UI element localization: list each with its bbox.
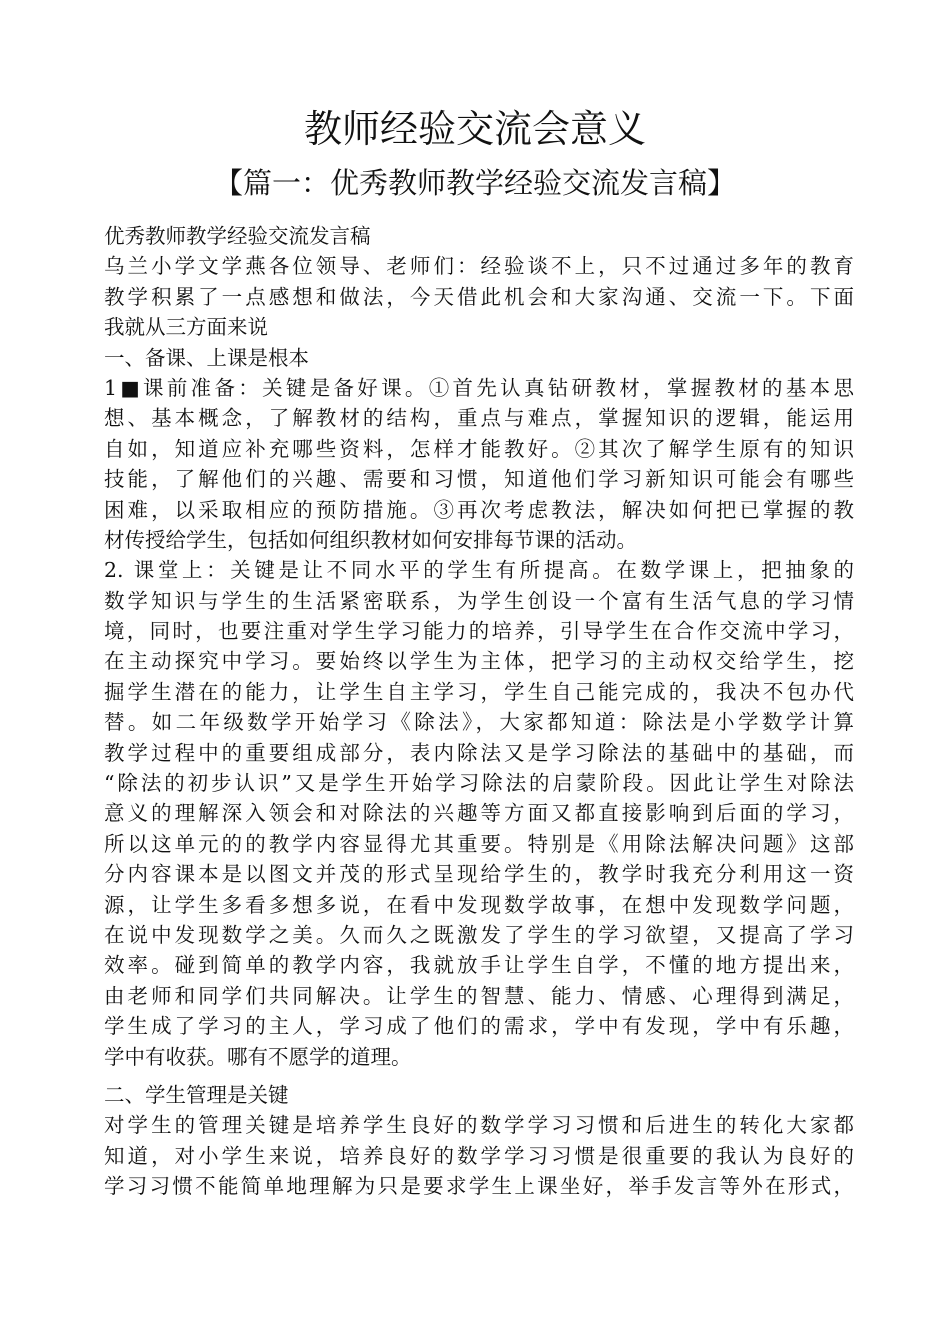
text-line: 教学过程中的重要组成部分，表内除法又是学习除法的基础中的基础，而: [104, 740, 854, 765]
document-subtitle: 【篇一：优秀教师教学经验交流发言稿】: [213, 166, 736, 200]
text-line: 想、基本概念，了解教材的结构，重点与难点，掌握知识的逻辑，能运用: [104, 406, 854, 431]
section-heading: 一、备课、上课是根本: [104, 345, 309, 370]
text-line: 学习习惯不能简单地理解为只是要求学生上课坐好，举手发言等外在形式，: [104, 1174, 854, 1199]
text-line: 替。如二年级数学开始学习《除法》，大家都知道：除法是小学数学计算: [104, 710, 854, 735]
section-heading: 二、学生管理是关键: [104, 1082, 289, 1107]
text-line: 乌兰小学文学燕各位领导、老师们：经验谈不上，只不过通过多年的教育: [104, 254, 854, 279]
text-line: 学中有收获。哪有不愿学的道理。: [104, 1044, 412, 1069]
text-line: 我就从三方面来说: [104, 315, 268, 340]
text-line: 知道，对小学生来说，培养良好的数学学习习惯是很重要的我认为良好的: [104, 1143, 854, 1168]
text-line: 分内容课本是以图文并茂的形式呈现给学生的，教学时我充分利用这一资: [104, 862, 854, 887]
text-line: 优秀教师教学经验交流发言稿: [104, 224, 371, 248]
text-line: 2. 课堂上：关键是让不同水平的学生有所提高。在数学课上，把抽象的: [104, 558, 854, 583]
text-line: 自如，知道应补充哪些资料，怎样才能教好。②其次了解学生原有的知识: [104, 436, 854, 461]
text-line: 技能，了解他们的兴趣、需要和习惯，知道他们学习新知识可能会有哪些: [104, 467, 854, 492]
text-line: 数学知识与学生的生活紧密联系，为学生创设一个富有生活气息的学习情: [104, 588, 854, 613]
text-line: 由老师和同学们共同解决。让学生的智慧、能力、情感、心理得到满足，: [104, 983, 854, 1008]
text-line: 1■课前准备：关键是备好课。①首先认真钻研教材，掌握教材的基本思: [104, 375, 854, 400]
text-line: 所以这单元的的教学内容显得尤其重要。特别是《用除法解决问题》这部: [104, 831, 854, 856]
text-line: 效率。碰到简单的教学内容，我就放手让学生自学，不懂的地方提出来，: [104, 953, 854, 978]
document-body: [104, 221, 854, 1202]
document-title: 教师经验交流会意义: [303, 107, 646, 151]
text-line: 源，让学生多看多想多说，在看中发现数学故事，在想中发现数学问题，: [104, 892, 854, 917]
text-line: 境，同时，也要注重对学生学习能力的培养，引导学生在合作交流中学习，: [104, 619, 854, 644]
text-line: “除法的初步认识”又是学生开始学习除法的启蒙阶段。因此让学生对除法: [104, 771, 854, 796]
text-line: 在主动探究中学习。要始终以学生为主体，把学习的主动权交给学生，挖: [104, 649, 854, 674]
text-line: 对学生的管理关键是培养学生良好的数学学习习惯和后进生的转化大家都: [104, 1113, 854, 1138]
text-line: 材传授给学生，包括如何组织教材如何安排每节课的活动。: [104, 527, 637, 552]
text-line: 掘学生潜在的能力，让学生自主学习，学生自己能完成的，我决不包办代: [104, 679, 854, 704]
text-line: 教学积累了一点感想和做法，今天借此机会和大家沟通、交流一下。下面: [104, 284, 854, 309]
text-line: 困难，以采取相应的预防措施。③再次考虑教法，解决如何把已掌握的教: [104, 497, 854, 522]
text-line: 在说中发现数学之美。久而久之既激发了学生的学习欲望，又提高了学习: [104, 922, 854, 947]
text-line: 学生成了学习的主人，学习成了他们的需求，学中有发现，学中有乐趣，: [104, 1014, 854, 1039]
text-line: 意义的理解深入领会和对除法的兴趣等方面又都直接影响到后面的学习，: [104, 801, 854, 826]
